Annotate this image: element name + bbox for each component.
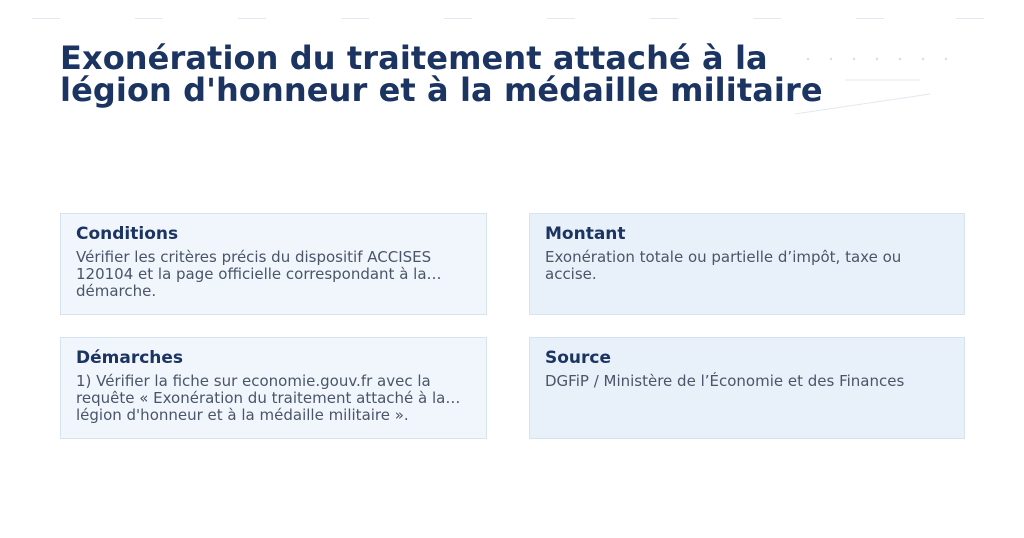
- card-conditions-title: Conditions: [76, 224, 179, 244]
- card-source-body: DGFiP / Ministère de l’Économie et des Finances: [545, 372, 905, 390]
- card-conditions-body: Vérifier les critères précis du dispositif ACCISES 120104 et la page officielle correspondant à la démarche.: [76, 248, 432, 300]
- card-demarches-title: Démarches: [76, 348, 184, 368]
- card-source: [529, 337, 965, 439]
- card-montant-body: Exonération totale ou partielle d’impôt, taxe ou accise.: [545, 248, 902, 283]
- top-divider-dashes: [32, 18, 992, 20]
- card-conditions: [60, 213, 487, 315]
- card-montant: [529, 213, 965, 315]
- card-demarches-body: 1) Vérifier la fiche sur economie.gouv.fr avec la requête « Exonération du traitement attaché à la légion d'honneur et à la médaille militaire ».: [76, 372, 446, 424]
- card-source-title: Source: [545, 348, 612, 368]
- card-demarches: [60, 337, 487, 439]
- card-montant-title: Montant: [545, 224, 626, 244]
- page-title: Exonération du traitement attaché à la légion d'honneur et à la médaille militaire: [60, 39, 823, 109]
